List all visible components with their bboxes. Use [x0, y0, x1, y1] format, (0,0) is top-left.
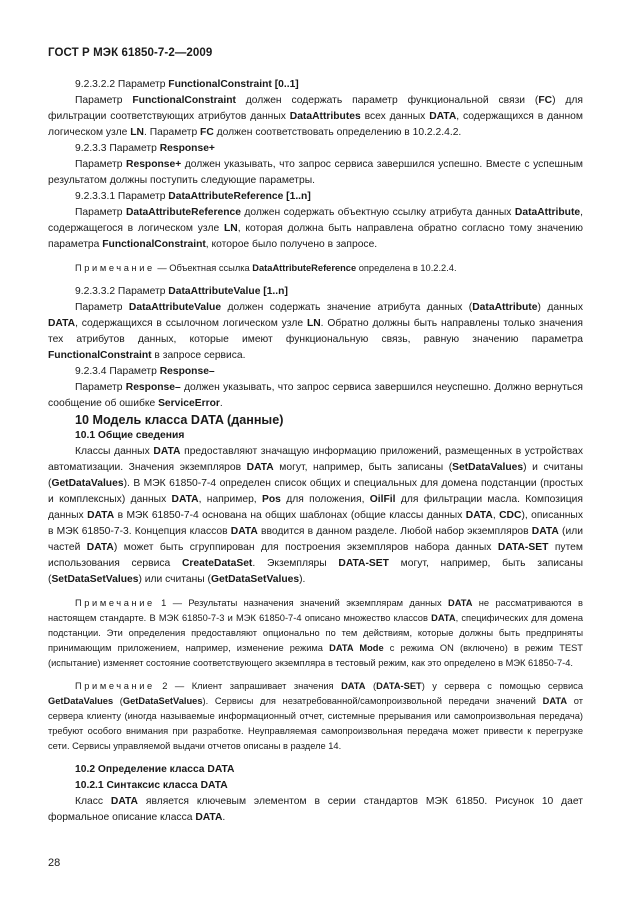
paragraph-response-plus: Параметр Response+ должен указывать, что запрос сервиса завершился успешно. Вместе с успешным результатом должны поступить следующие параметры. — [48, 159, 583, 186]
note-1: Примечание 1 — Результаты назначения значений экземплярам данных DATA не рассматриваются в настоящем стандарте. В МЭК 61850-7-3 и МЭК 61850-7-4 описано множество классов DATA, специфических для домена подстанции. Эти определения предоставляют опционально по тем действиям, которые должны быть предприняты принимающим приложением, например, изменение режима DATA Mode с режима ON (включено) в режим TEST (испытание) изменяет состояние соответствующего экземпляра в тестовый режим, как это определено в МЭК 61850-7-4. — [48, 598, 583, 668]
heading-9-2-3-3-2: 9.2.3.3.2 Параметр DataAttributeValue [1..n] — [75, 286, 288, 297]
paragraph-general-info: Классы данных DATA предоставляют значащую информацию приложений, размещенных в устройствах автоматизации. Значения экземпляров DATA могут, например, быть записаны (SetDataValues) и считаны (GetDataValues). В МЭК 61850-7-4 определен список общих и специальных для домена подстанции (простых и комплексных) данных DATA, например, Pos для положения, OilFil для фильтрации масла. Композиция данных DATA в МЭК 61850-7-4 основана на общих шаблонах (общие классы данных DATA, CDC), описанных в МЭК 61850-7-3. Концепция классов DATA вводится в данном разделе. Любой набор экземпляров DATA (или частей DATA) может быть сгруппирован для построения экземпляров набора данных DATA-SET путем использования сервиса CreateDataSet. Экземпляры DATA-SET могут, например, быть записаны (SetDataSetValues) или считаны (GetDataSetValues). — [48, 446, 584, 585]
paragraph-response-minus: Параметр Response– должен указывать, что запрос сервиса завершился неуспешно. Должно вернуться сообщение об ошибке ServiceError. — [48, 382, 583, 409]
heading-10-2-1: 10.2.1 Синтаксис класса DATA — [75, 780, 228, 791]
heading-9-2-3-3: 9.2.3.3 Параметр Response+ — [75, 143, 215, 154]
paragraph-functional-constraint: Параметр FunctionalConstraint должен содержать параметр функциональной связи (FC) для фильтрации соответствующих атрибутов данных DataAttributes всех данных DATA, содержащихся в данном логическом узле LN. Параметр FC должен соответствовать определению в 10.2.2.4.2. — [48, 95, 583, 138]
document-body — [48, 77, 583, 826]
note-reference: Примечание — Объектная ссылка DataAttributeReference определена в 10.2.2.4. — [75, 263, 457, 273]
heading-9-2-3-4: 9.2.3.4 Параметр Response– — [75, 366, 215, 377]
paragraph-class-syntax: Класс DATA является ключевым элементом в серии стандартов МЭК 61850. Рисунок 10 дает формальное описание класса DATA. — [48, 796, 583, 823]
heading-9-2-3-2-2: 9.2.3.2.2 Параметр FunctionalConstraint [0..1] — [75, 79, 299, 90]
paragraph-data-attribute-value: Параметр DataAttributeValue должен содержать значение атрибута данных (DataAttribute) данных DATA, содержащихся в ссылочном логическом узле LN. Обратно должны быть направлены только значения тех атрибутов данных, которые имеют функциональную связь, равную значению параметра FunctionalConstraint в запросе сервиса. — [48, 302, 583, 361]
note-2: Примечание 2 — Клиент запрашивает значения DATA (DATA-SET) у сервера с помощью сервиса GetDataValues (GetDataSetValues). Сервисы для незатребованной/самопроизвольной передачи значений DATA от сервера клиенту (иногда называемые информационный отчет, системные прерывания или самопроизвольная передача) требуют особого внимания при разработке. Неуправляемая самопроизвольная передача может привести к перегрузке сети. Сервисы управляемой выдачи отчетов описаны в разделе 14. — [48, 681, 583, 751]
heading-10-1: 10.1 Общие сведения — [75, 430, 185, 441]
page-number: 28 — [48, 857, 61, 869]
heading-9-2-3-3-1: 9.2.3.3.1 Параметр DataAttributeReference [1..n] — [75, 191, 311, 202]
page-header: ГОСТ Р МЭК 61850-7-2—2009 — [48, 47, 213, 59]
heading-10-2: 10.2 Определение класса DATA — [75, 764, 235, 775]
paragraph-data-attribute-reference: Параметр DataAttributeReference должен содержать объектную ссылку атрибута данных DataAttribute, содержащегося в логическом узле LN, которая должна быть направлена обратно согласно тому значению параметра FunctionalConstraint, которое было получено в запросе. — [48, 207, 583, 250]
section-title-10: 10 Модель класса DATA (данные) — [75, 413, 284, 427]
